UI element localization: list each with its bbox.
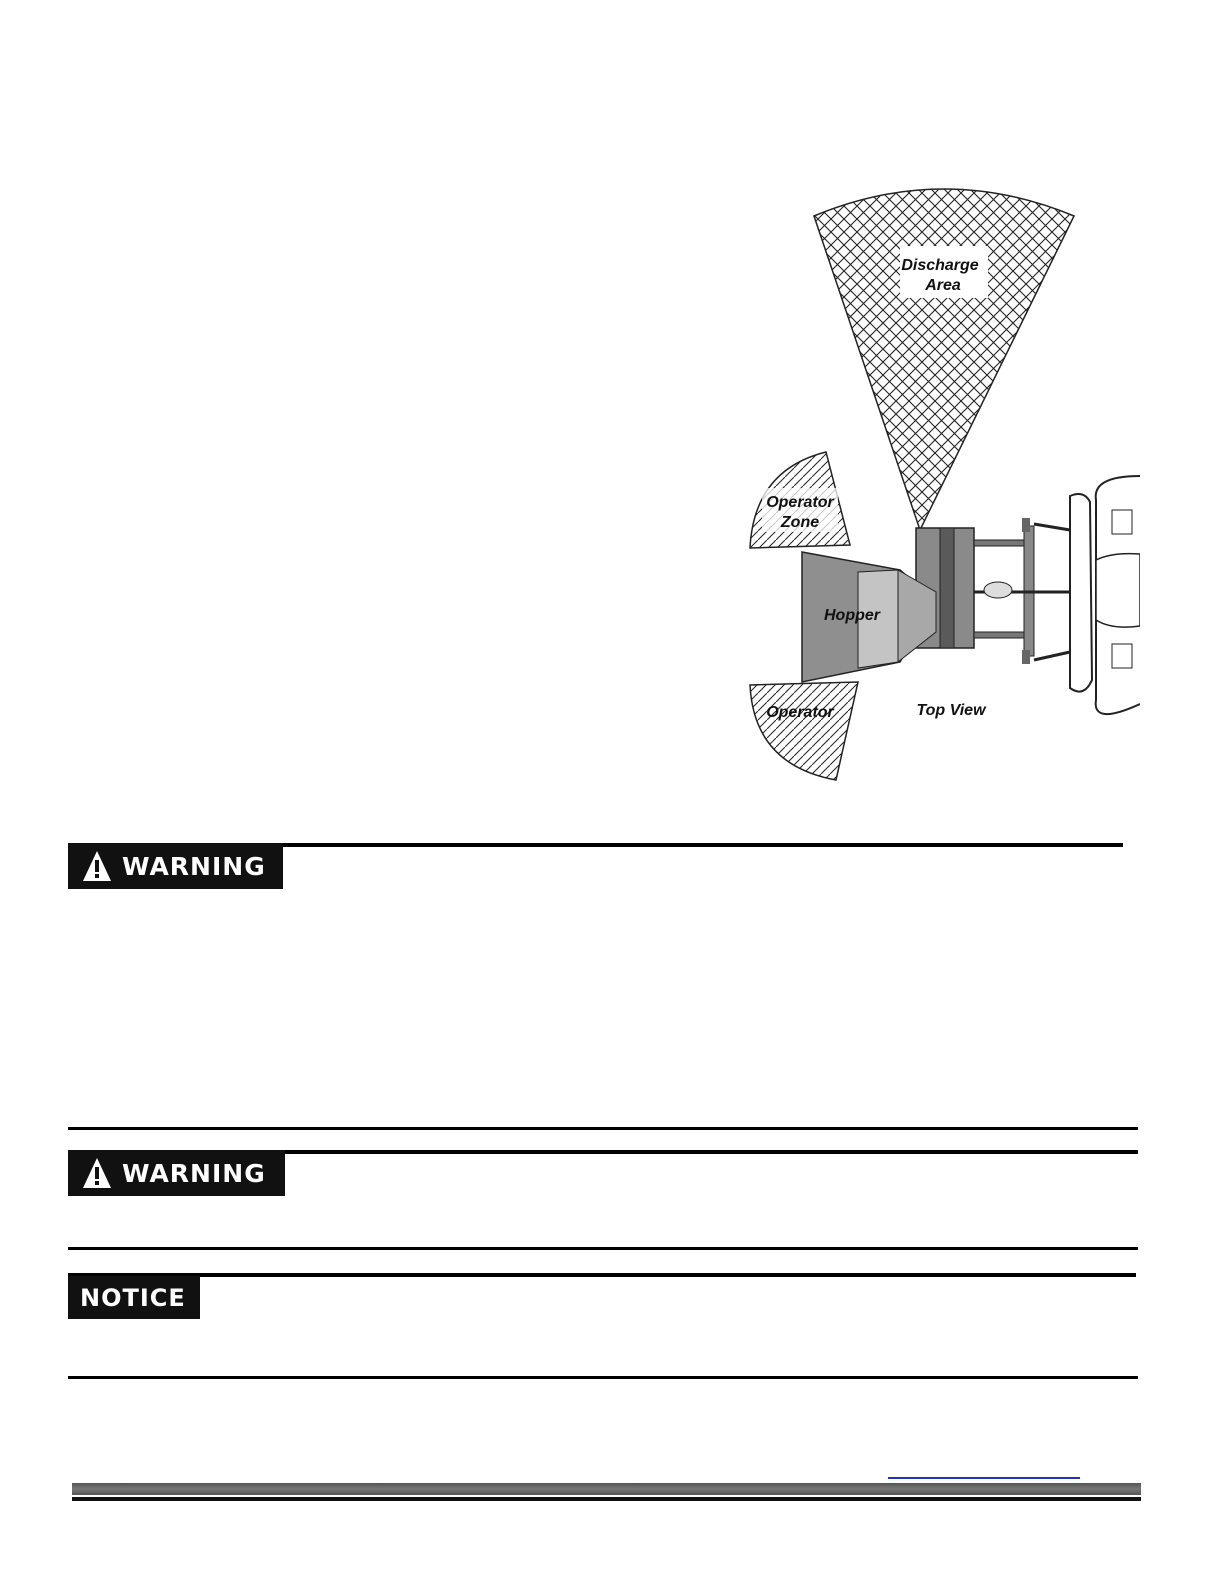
spreader-diagram-svg (740, 180, 1140, 790)
top-view-diagram (740, 180, 1140, 790)
operator-zone-label-2: Zone (780, 514, 820, 531)
top-view-label: Top View (916, 702, 986, 719)
discharge-area-shape (814, 189, 1074, 530)
notice-top-rule (68, 1273, 1136, 1277)
area-label: Area (925, 277, 961, 294)
footer-link-underline[interactable] (888, 1477, 1080, 1479)
discharge-label: Discharge (901, 257, 979, 274)
operator-zone-lower-shape (750, 682, 858, 780)
notice-label: NOTICE (80, 1283, 186, 1312)
warning-2-bottom-rule (68, 1247, 1138, 1250)
warning-triangle-icon (82, 1156, 112, 1190)
warning-1-label: WARNING (122, 851, 266, 881)
warning-2-label: WARNING (122, 1158, 266, 1188)
notice-banner (68, 1276, 200, 1319)
warning-1-banner (68, 843, 283, 889)
notice-bottom-rule (68, 1376, 1138, 1379)
warning-1-top-rule (283, 843, 1123, 847)
footer-bar (72, 1483, 1141, 1495)
hopper-label: Hopper (824, 607, 880, 624)
operator-label: Operator (766, 704, 834, 721)
footer-line (72, 1497, 1141, 1501)
warning-triangle-icon (82, 849, 112, 883)
warning-1-bottom-rule (68, 1127, 1138, 1130)
operator-zone-label-1: Operator (766, 494, 834, 511)
warning-2-banner (68, 1150, 285, 1196)
